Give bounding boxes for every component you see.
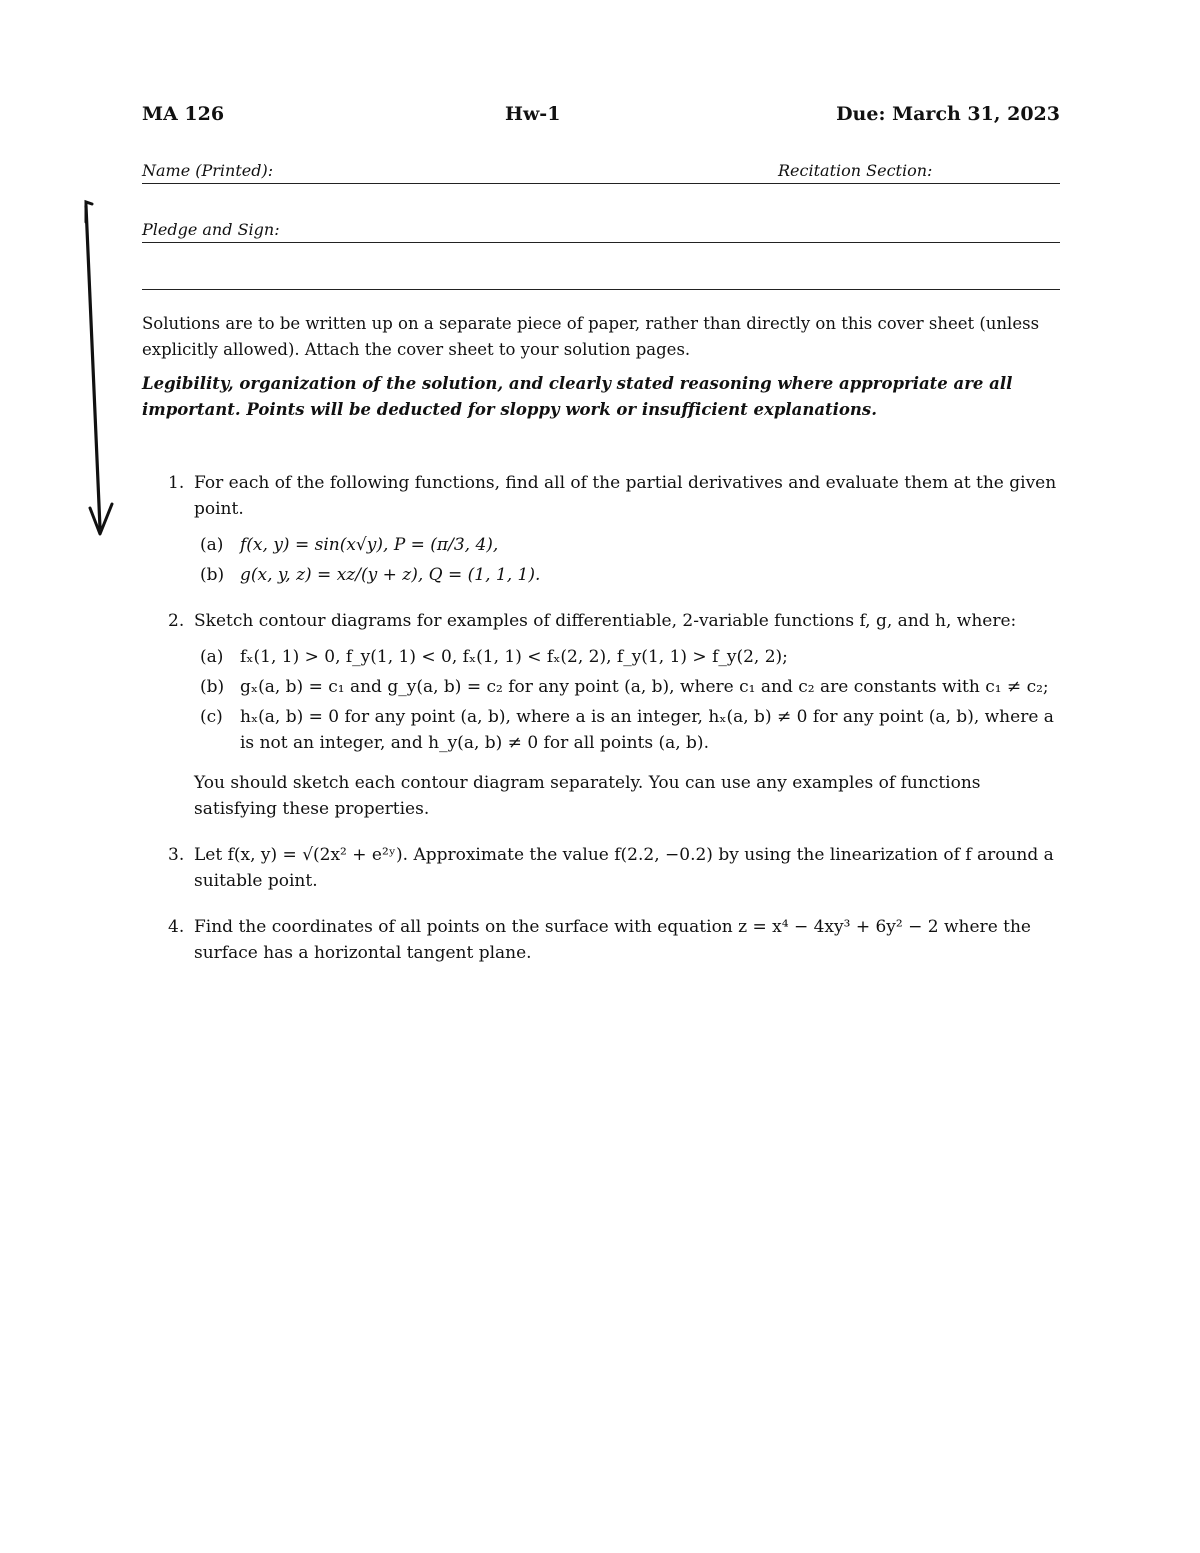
recitation-section-label: Recitation Section: xyxy=(778,161,933,180)
part-label: (a) xyxy=(200,647,224,667)
pledge-field[interactable] xyxy=(142,216,1060,243)
course-code: MA 126 xyxy=(142,103,225,125)
assignment-title: Hw-1 xyxy=(505,103,561,125)
problem-part xyxy=(194,674,1060,700)
problem-1 xyxy=(142,470,1060,588)
part-text: fₓ(1, 1) > 0, f_y(1, 1) < 0, fₓ(1, 1) < fₓ(2, 2), f_y(1, 1) > f_y(2, 2); xyxy=(240,647,788,667)
problem-text: For each of the following functions, find all of the partial derivatives and evaluate them at the given point. xyxy=(194,473,1057,519)
part-text: gₓ(a, b) = c₁ and g_y(a, b) = c₂ for any point (a, b), where c₁ and c₂ are constants with c₁ ≠ c₂; xyxy=(240,677,1049,697)
name-field[interactable] xyxy=(142,157,1060,184)
part-label: (b) xyxy=(200,677,225,697)
part-text: hₓ(a, b) = 0 for any point (a, b), where a is an integer, hₓ(a, b) ≠ 0 for any point (a, b), where a is not an integer, and h_y(a, b) ≠ 0 for all points (a, b). xyxy=(240,707,1054,753)
problem-number: 2. xyxy=(168,611,185,631)
problem-text: Sketch contour diagrams for examples of differentiable, 2-variable functions f, g, and h, where: xyxy=(194,611,1017,631)
part-label: (c) xyxy=(200,707,223,727)
problem-text: Find the coordinates of all points on the surface with equation z = x⁴ − 4xy³ + 6y² − 2 where the surface has a horizontal tangent plane. xyxy=(194,917,1031,963)
problem-4 xyxy=(142,914,1060,966)
problem-number: 3. xyxy=(168,845,185,865)
part-label: (b) xyxy=(200,565,225,585)
divider xyxy=(142,289,1060,290)
part-text: f(x, y) = sin(x√y), P = (π/3, 4), xyxy=(240,535,499,555)
handwritten-arrow-icon xyxy=(78,198,118,543)
problem-part xyxy=(194,704,1060,756)
problem-number: 4. xyxy=(168,917,185,937)
part-text: g(x, y, z) = xz/(y + z), Q = (1, 1, 1). xyxy=(240,565,541,585)
due-date: Due: March 31, 2023 xyxy=(836,103,1060,125)
instructions-emphasis: Legibility, organization of the solution, and clearly stated reasoning where appropriate are all important. Points will be deducted for sloppy work or insufficient explanations. xyxy=(142,374,1013,419)
problem-number: 1. xyxy=(168,473,185,493)
instructions-text: Solutions are to be written up on a separate piece of paper, rather than directly on this cover sheet (unless explicitly allowed). Attach the cover sheet to your solution pages. xyxy=(142,314,1040,359)
problem-part xyxy=(194,532,1060,558)
name-label: Name (Printed): xyxy=(142,161,274,180)
problem-3 xyxy=(142,842,1060,894)
problem-2 xyxy=(142,608,1060,822)
part-label: (a) xyxy=(200,535,224,555)
problem-part xyxy=(194,644,1060,670)
problem-note: You should sketch each contour diagram separately. You can use any examples of functions satisfying these properties. xyxy=(194,773,981,819)
problem-text: Let f(x, y) = √(2x² + e²ʸ). Approximate the value f(2.2, −0.2) by using the linearization of f around a suitable point. xyxy=(194,845,1054,891)
pledge-label: Pledge and Sign: xyxy=(142,220,280,239)
problem-part xyxy=(194,562,1060,588)
problem-list xyxy=(142,470,1060,986)
